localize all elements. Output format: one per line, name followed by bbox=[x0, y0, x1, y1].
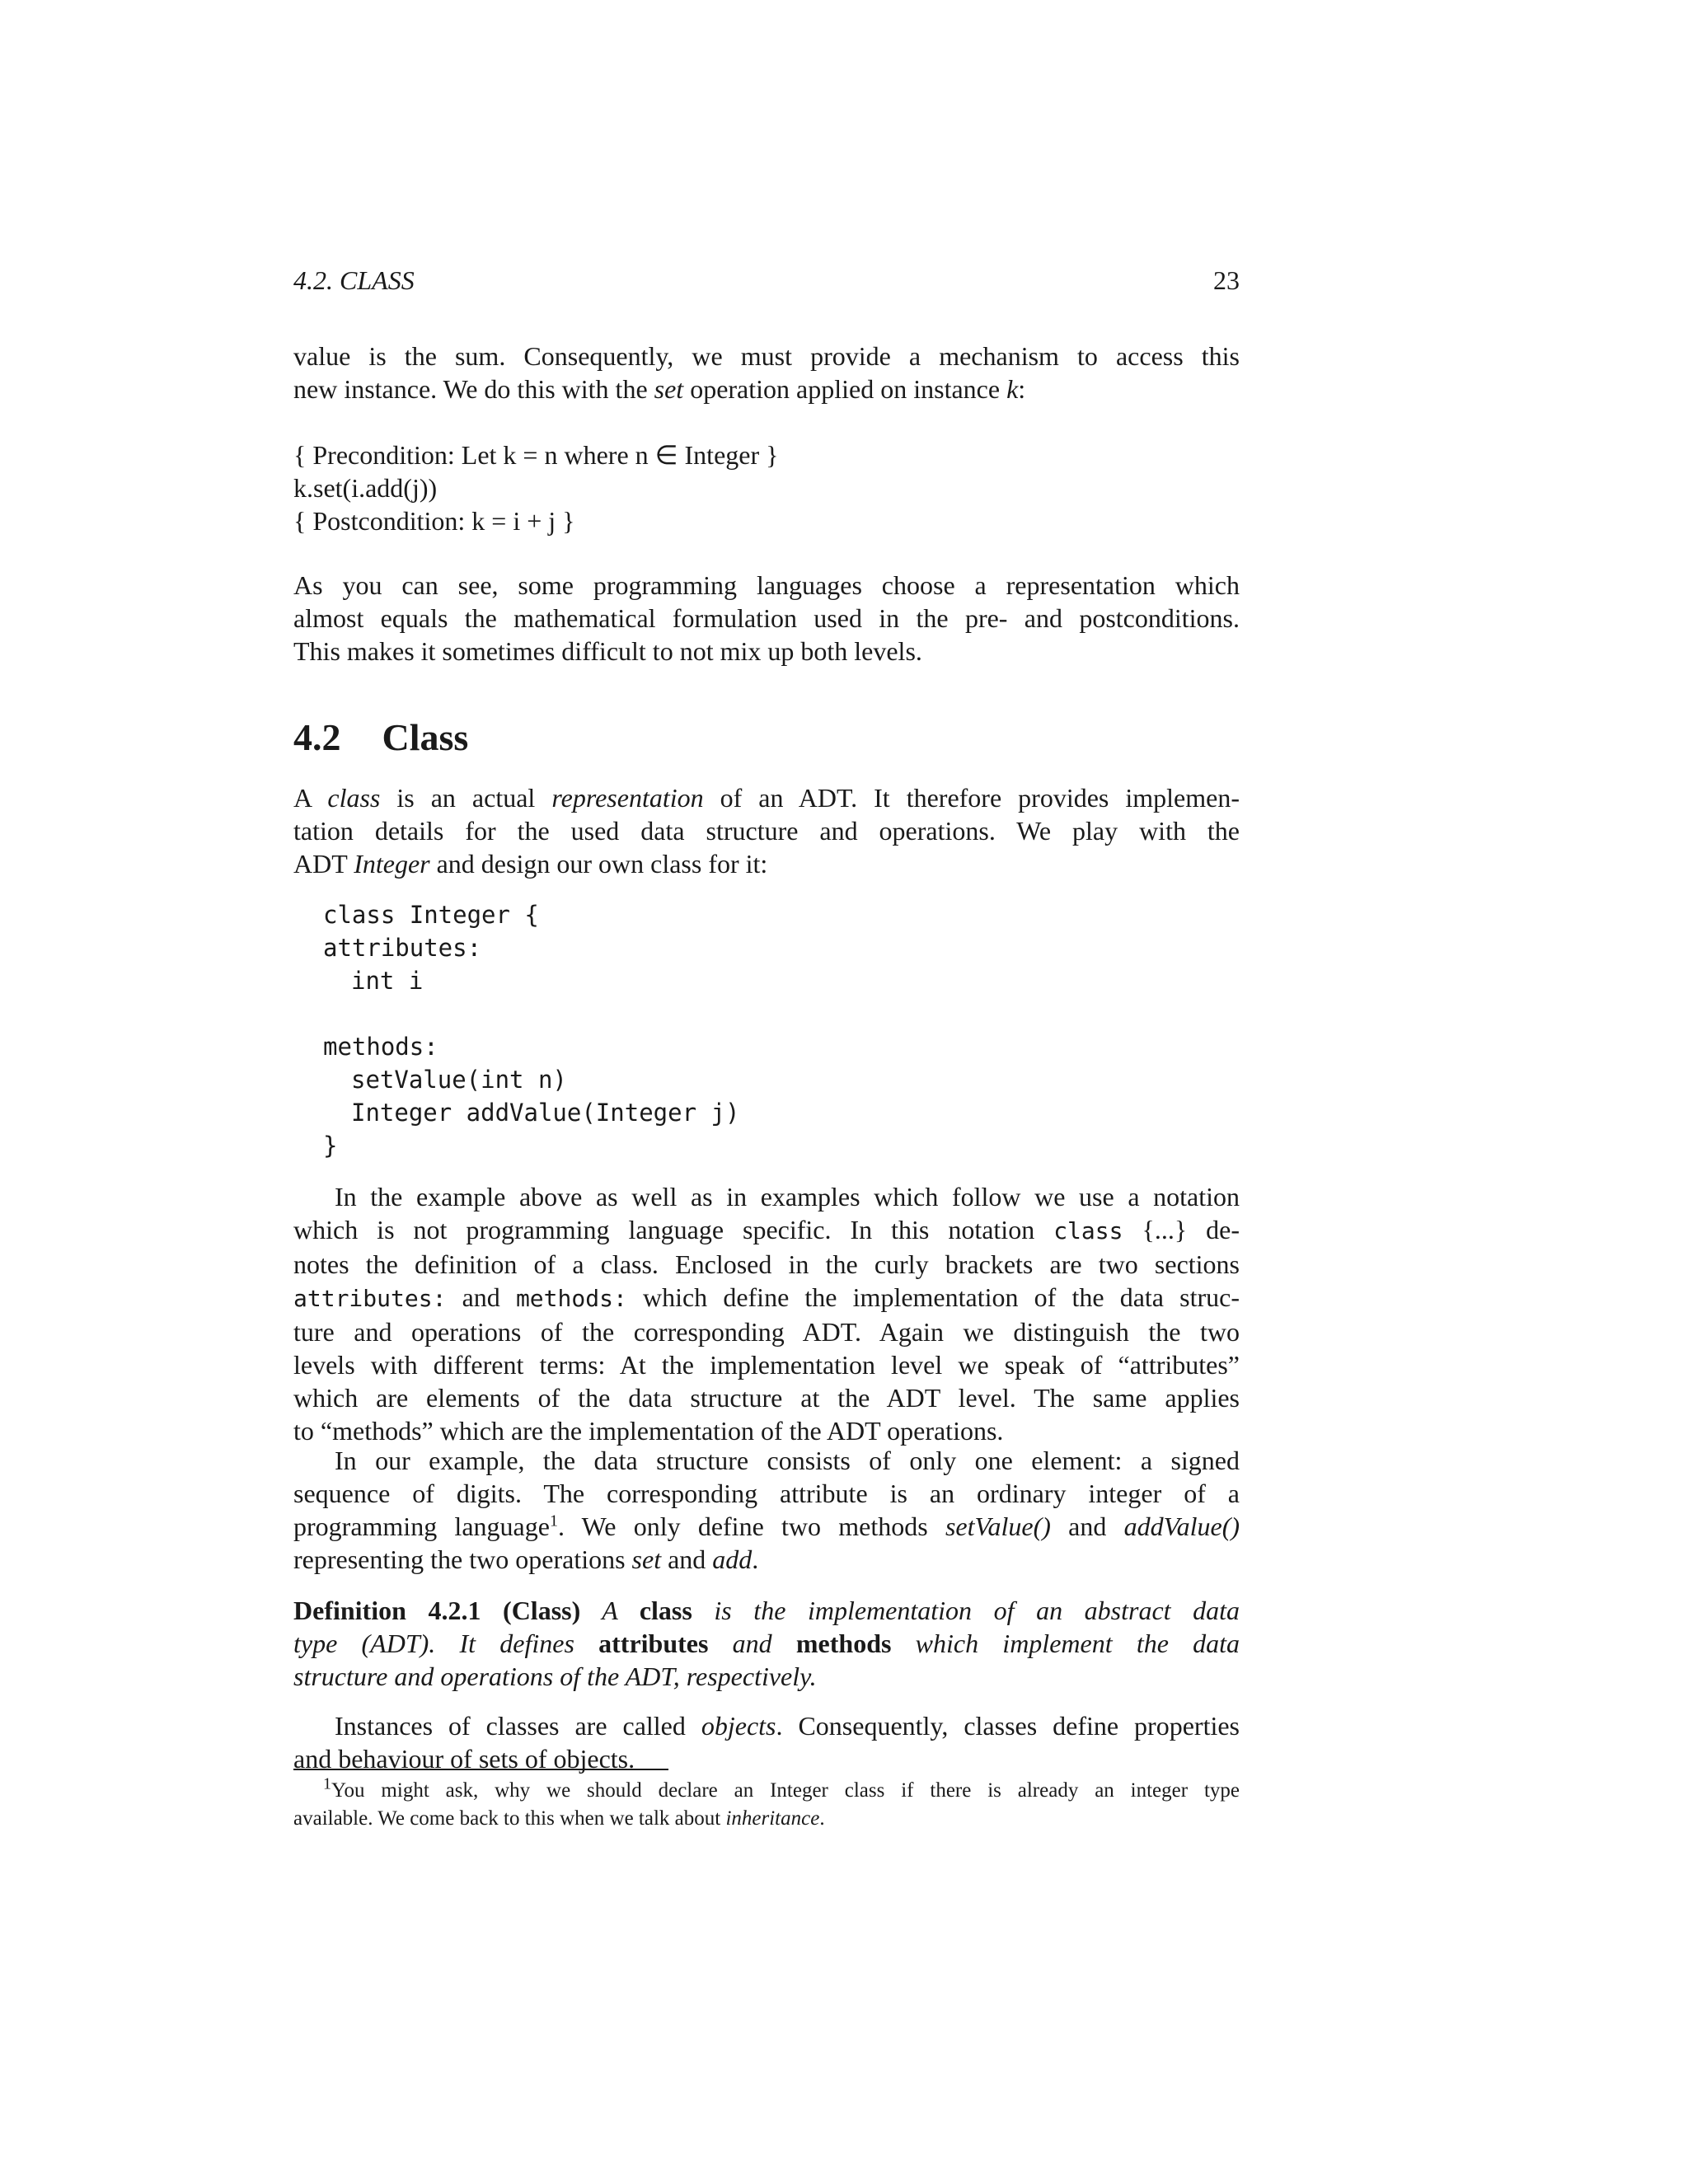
definition-label: Definition 4.2.1 (Class) bbox=[293, 1596, 581, 1625]
hoare-spec bbox=[293, 438, 1240, 537]
statement: k.set(i.add(j)) bbox=[293, 473, 438, 503]
paragraph-notation: In the example above as well as in examples which follow we use a notation which is not programming language specific. In this notation class {...} de- notes the definition of a class. Enclosed in the curly brackets are two sections attributes: and methods: which define the implementation of the data struc- ture and operations of the corresponding ADT. Again we distinguish the two levels with different terms: At the implementation level we speak of “attributes” which are elements of the data structure at the ADT level. The same applies to “methods” which are the implementation of the ADT operations. bbox=[293, 1182, 1240, 1446]
section-title: Class bbox=[382, 716, 469, 758]
intro-line-2: new instance. We do this with the set operation applied on instance k: bbox=[293, 374, 1026, 404]
intro-paragraph bbox=[293, 340, 1240, 405]
intro-line-1: value is the sum. Consequently, we must provide a mechanism to access this bbox=[293, 341, 1240, 371]
paragraph-class-intro: A class is an actual representation of an ADT. It therefore provides implemen- tation details for the used data structure and operations. We play with the ADT Integer and design our own class for it: bbox=[293, 783, 1240, 879]
footnote-mark: 1 bbox=[323, 1774, 331, 1793]
definition-class: Definition 4.2.1 (Class) A class is the implementation of an abstract data type (ADT). It defines attributes and methods which implement the data structure and operations of the ADT, respectively. bbox=[293, 1596, 1240, 1691]
footnote-rule bbox=[293, 1769, 668, 1770]
postcondition: { Postcondition: k = i + j } bbox=[293, 506, 575, 536]
footnote: $^1$You might ask, why we should declare an Integer class if there is already an integer type available. We come back to this when we talk about inheritance. bbox=[293, 1774, 1240, 1830]
running-title: 4.2. CLASS bbox=[293, 265, 415, 295]
footnote-reference[interactable]: 1 bbox=[549, 1511, 558, 1530]
code-block: class Integer { attributes: int i methods: setValue(int n) Integer addValue(Integer j) } bbox=[323, 901, 740, 1160]
precondition: { Precondition: Let k = n where n ∈ Integer } bbox=[293, 440, 779, 470]
page-number: 23 bbox=[1213, 265, 1240, 295]
running-header bbox=[293, 265, 1240, 296]
section-heading bbox=[293, 715, 468, 759]
paragraph-representation: As you can see, some programming languages choose a representation which almost equals the mathematical formulation used in the pre- and postconditions. This makes it sometimes difficult to not mix up both levels. bbox=[293, 570, 1240, 666]
paragraph-instances: Instances of classes are called objects. Consequently, classes define properties and behaviour of sets of objects. bbox=[293, 1711, 1240, 1774]
section-number: 4.2 bbox=[293, 716, 341, 758]
paragraph-our-example: In our example, the data structure consists of only one element: a signed sequence of digits. The corresponding attribute is an ordinary integer of a programming language$^1$. We only define two methods setValue() and addValue() representing the two operations set and add. bbox=[293, 1446, 1240, 1574]
